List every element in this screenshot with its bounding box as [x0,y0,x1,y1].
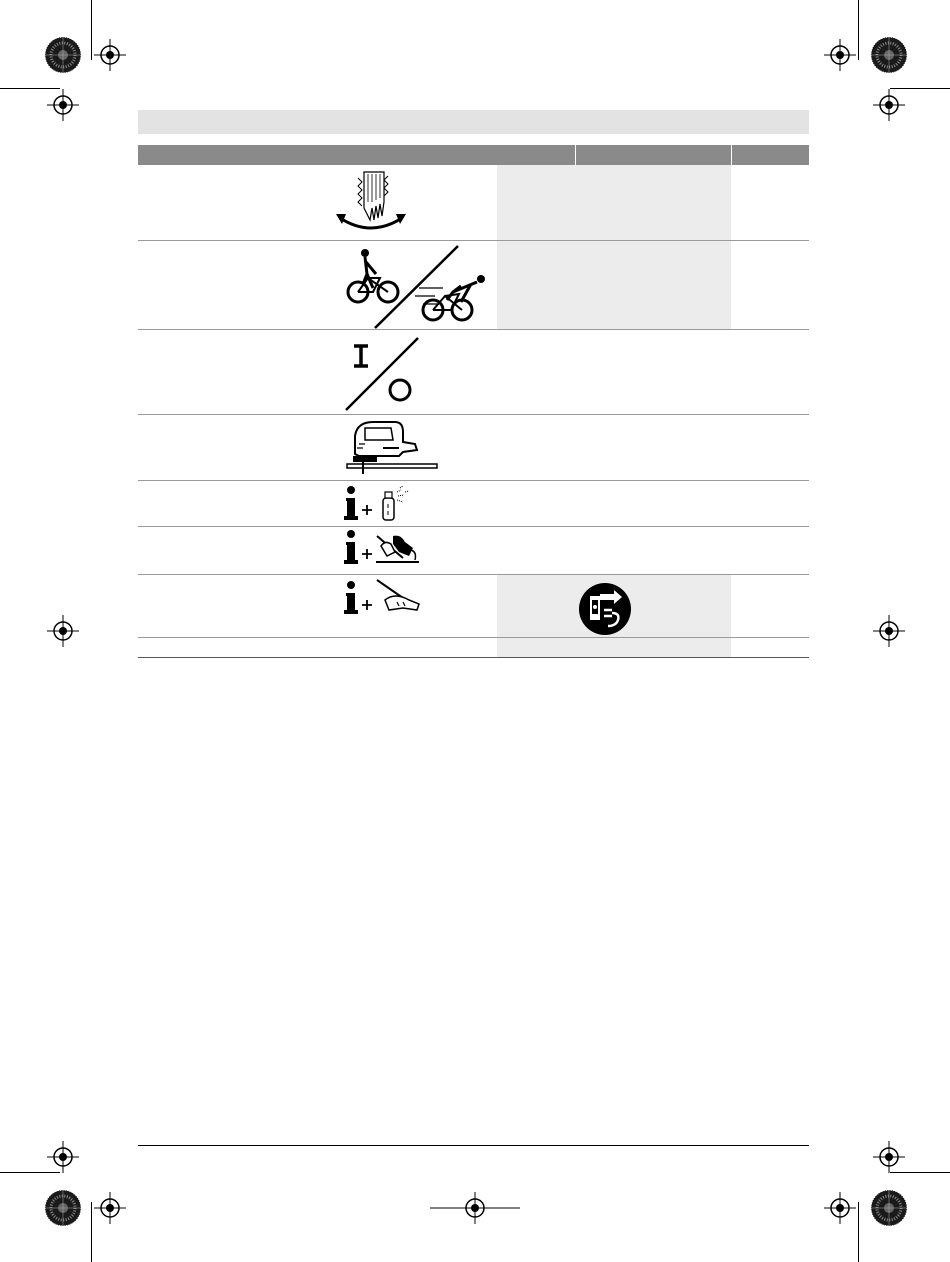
info-plus-blade-change-icon [343,530,423,568]
table-header-divider [575,145,576,165]
row-divider [138,480,809,481]
table-bottom-rule [138,657,809,658]
table-header-divider [731,145,732,165]
shaded-column [497,241,731,329]
jigsaw-on-board-icon [343,418,439,476]
table-header [138,145,809,165]
section-title-bar [138,110,809,134]
shaded-column [497,638,731,657]
unplug-mains-icon [578,582,632,636]
on-off-switch-icon [342,334,422,412]
shaded-column [497,165,731,240]
info-plus-spray-can-icon [343,486,415,522]
info-plus-accessory-icon [343,578,423,616]
cycling-icon [343,244,493,328]
row-divider [138,637,809,638]
row-divider [138,329,809,330]
row-divider [138,574,809,575]
row-divider [138,414,809,415]
row-divider [138,526,809,527]
footer-rule [138,1145,809,1146]
vibration-hand-icon [334,168,408,236]
row-divider [138,240,809,241]
